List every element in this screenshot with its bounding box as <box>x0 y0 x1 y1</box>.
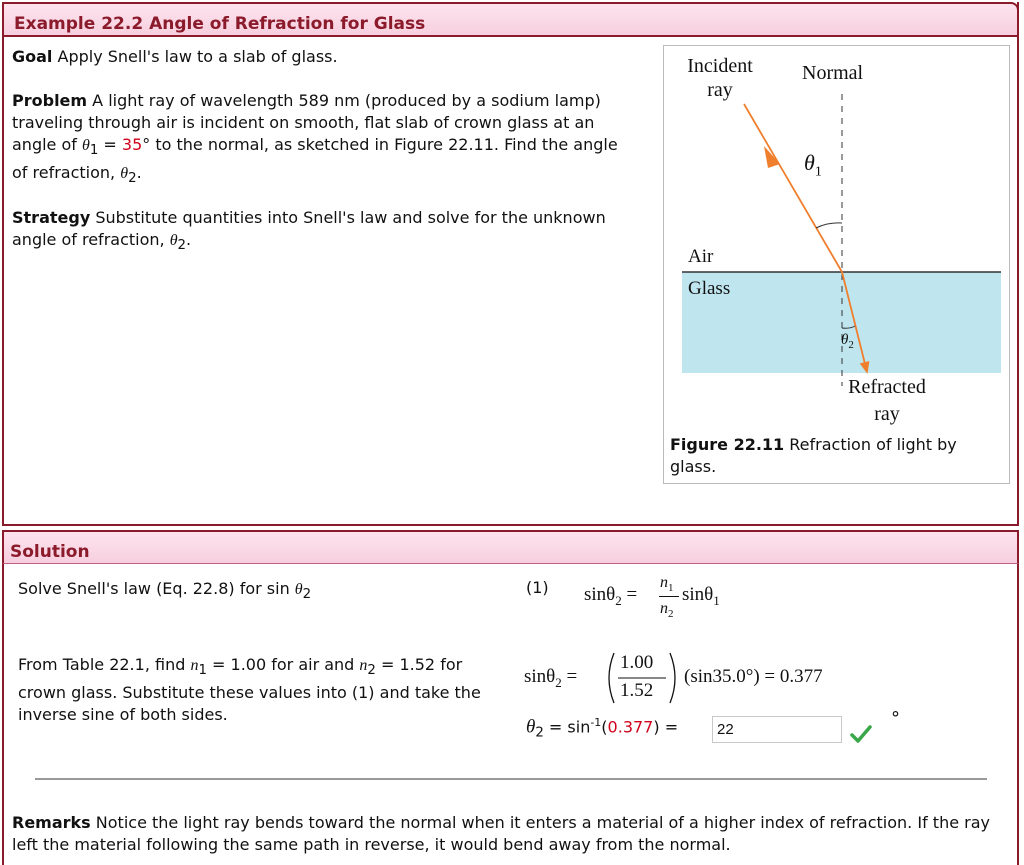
solution-header <box>2 530 1019 564</box>
incident-label-line2: ray <box>707 79 733 101</box>
step2-n2: n <box>359 657 368 674</box>
incident-ray <box>744 104 842 272</box>
answer-input[interactable] <box>712 716 842 743</box>
goal-label: Goal <box>12 47 53 66</box>
step2-n1: n <box>190 657 199 674</box>
theta1-sub: 1 <box>89 143 99 159</box>
eq2-lhs <box>524 666 577 691</box>
problem-text-1: A light ray of wavelength 589 nm (produced by a sodium lamp) traveling through air is incident on smooth, flat slab of crown glass at an angle of <box>12 91 601 154</box>
equation-2 <box>524 650 864 708</box>
eq1-rhs <box>682 584 720 612</box>
figure-theta1-symbol: θ <box>804 150 815 175</box>
solution-title: Solution <box>10 542 90 562</box>
remarks-paragraph <box>12 812 1012 856</box>
eq3-value: 0.377 <box>607 717 654 737</box>
example-header <box>2 2 1019 37</box>
eq1-num-sub: 1 <box>668 582 674 595</box>
angle-value: 35 <box>121 135 143 154</box>
eq3-sin: = sin <box>543 717 591 737</box>
strategy-text: Substitute quantities into Snell's law and solve for the unknown angle of refraction, <box>12 208 606 249</box>
check-icon <box>850 724 872 744</box>
step1-text-main: Solve Snell's law (Eq. 22.8) for sin <box>18 579 295 598</box>
eq1-rhs-sub: 1 <box>713 592 720 608</box>
glass-label: Glass <box>688 278 731 299</box>
eq1-num-n: n <box>660 574 668 591</box>
figure-theta2-sub: 2 <box>848 339 854 351</box>
theta2-sub: 2 <box>128 171 137 187</box>
refracted-label-line2: ray <box>874 403 900 425</box>
step1-text <box>18 578 498 606</box>
step2-n1-sub: 1 <box>198 663 207 679</box>
eq1-lhs-sub: 2 <box>615 592 622 608</box>
eq1-fraction-bar <box>659 596 679 597</box>
step2-text-b: = 1.00 for air and <box>206 655 360 674</box>
strategy-theta2-symbol: θ <box>169 232 178 249</box>
figure-theta1-sub: 1 <box>814 164 822 180</box>
eq2-lhs-text: sinθ <box>524 666 556 687</box>
incident-ray-label <box>672 54 768 102</box>
incident-ray-arrow <box>764 146 780 168</box>
eq3-sub: 2 <box>535 725 544 741</box>
step1-theta: θ <box>294 581 303 598</box>
theta2-symbol: θ <box>120 165 129 183</box>
problem-paragraph <box>12 90 630 190</box>
divider <box>35 778 987 780</box>
air-label: Air <box>688 246 714 267</box>
eq1-equals: = <box>621 584 638 605</box>
eq2-lhs-sub: 2 <box>555 674 562 690</box>
eq1-den-sub: 2 <box>668 608 674 621</box>
figure-theta2-label <box>841 332 854 351</box>
goal-text: Apply Snell's law to a slab of glass. <box>57 47 338 66</box>
figure-caption-text: Refraction of light by glass. <box>670 435 957 476</box>
problem-period: . <box>136 163 142 183</box>
goal-paragraph <box>12 46 632 68</box>
incident-label-line1: Incident <box>687 55 753 77</box>
eq2-denominator: 1.52 <box>620 680 654 701</box>
normal-label: Normal <box>802 62 864 84</box>
eq2-rhs: (sin35.0°) = 0.377 <box>684 666 823 687</box>
strategy-label: Strategy <box>12 208 91 227</box>
equation-number: (1) <box>526 578 549 597</box>
eq1-rhs-text: sinθ <box>682 584 714 605</box>
figure-theta2-symbol: θ <box>841 332 849 348</box>
degree-sign: ° <box>142 135 151 154</box>
eq1-den-n: n <box>660 600 668 617</box>
step2-text-a: From Table 22.1, find <box>18 655 191 674</box>
strategy-paragraph <box>12 207 630 257</box>
problem-text-2: to the normal, as sketched in Figure 22.11. Find the angle of refraction, <box>12 135 618 183</box>
eq2-numerator: 1.00 <box>620 652 654 673</box>
equation-3 <box>526 716 678 741</box>
step2-n2-sub: 2 <box>367 663 376 679</box>
refracted-ray-label <box>832 374 942 428</box>
theta1-symbol: θ <box>81 137 90 154</box>
strategy-period: . <box>186 230 192 249</box>
strategy-theta2-sub: 2 <box>177 238 187 254</box>
step2-text <box>18 654 508 726</box>
equals-sign: = <box>98 135 122 154</box>
eq1-denominator <box>660 598 674 625</box>
step1-sub: 2 <box>302 587 312 603</box>
eq1-lhs <box>584 584 637 612</box>
figure-22-11 <box>663 45 1010 484</box>
remarks-label: Remarks <box>12 813 91 832</box>
figure-caption-label: Figure 22.11 <box>670 435 785 454</box>
eq2-equals: = <box>561 666 578 687</box>
figure-caption <box>670 434 1000 478</box>
example-title: Example 22.2 Angle of Refraction for Glass <box>14 14 426 34</box>
eq3-sup: -1 <box>590 716 602 729</box>
eq1-lhs-text: sinθ <box>584 584 616 605</box>
figure-theta1-label <box>804 150 822 180</box>
answer-unit: ° <box>891 708 900 729</box>
problem-label: Problem <box>12 91 88 110</box>
eq3-theta: θ <box>526 716 536 738</box>
eq3-open: ( <box>601 717 608 737</box>
eq3-close: ) = <box>653 717 679 737</box>
theta1-arc <box>816 223 842 228</box>
refracted-label-line1: Refracted <box>848 376 926 398</box>
remarks-text: Notice the light ray bends toward the normal when it enters a material of a higher index of refraction. If the ray left the material following the same path in reverse, it would bend away from the normal. <box>12 813 990 854</box>
step2-text-c: = 1.52 for crown glass. Substitute these values into (1) and take the inverse sine of both sides. <box>18 655 481 725</box>
refraction-diagram <box>664 46 1009 426</box>
